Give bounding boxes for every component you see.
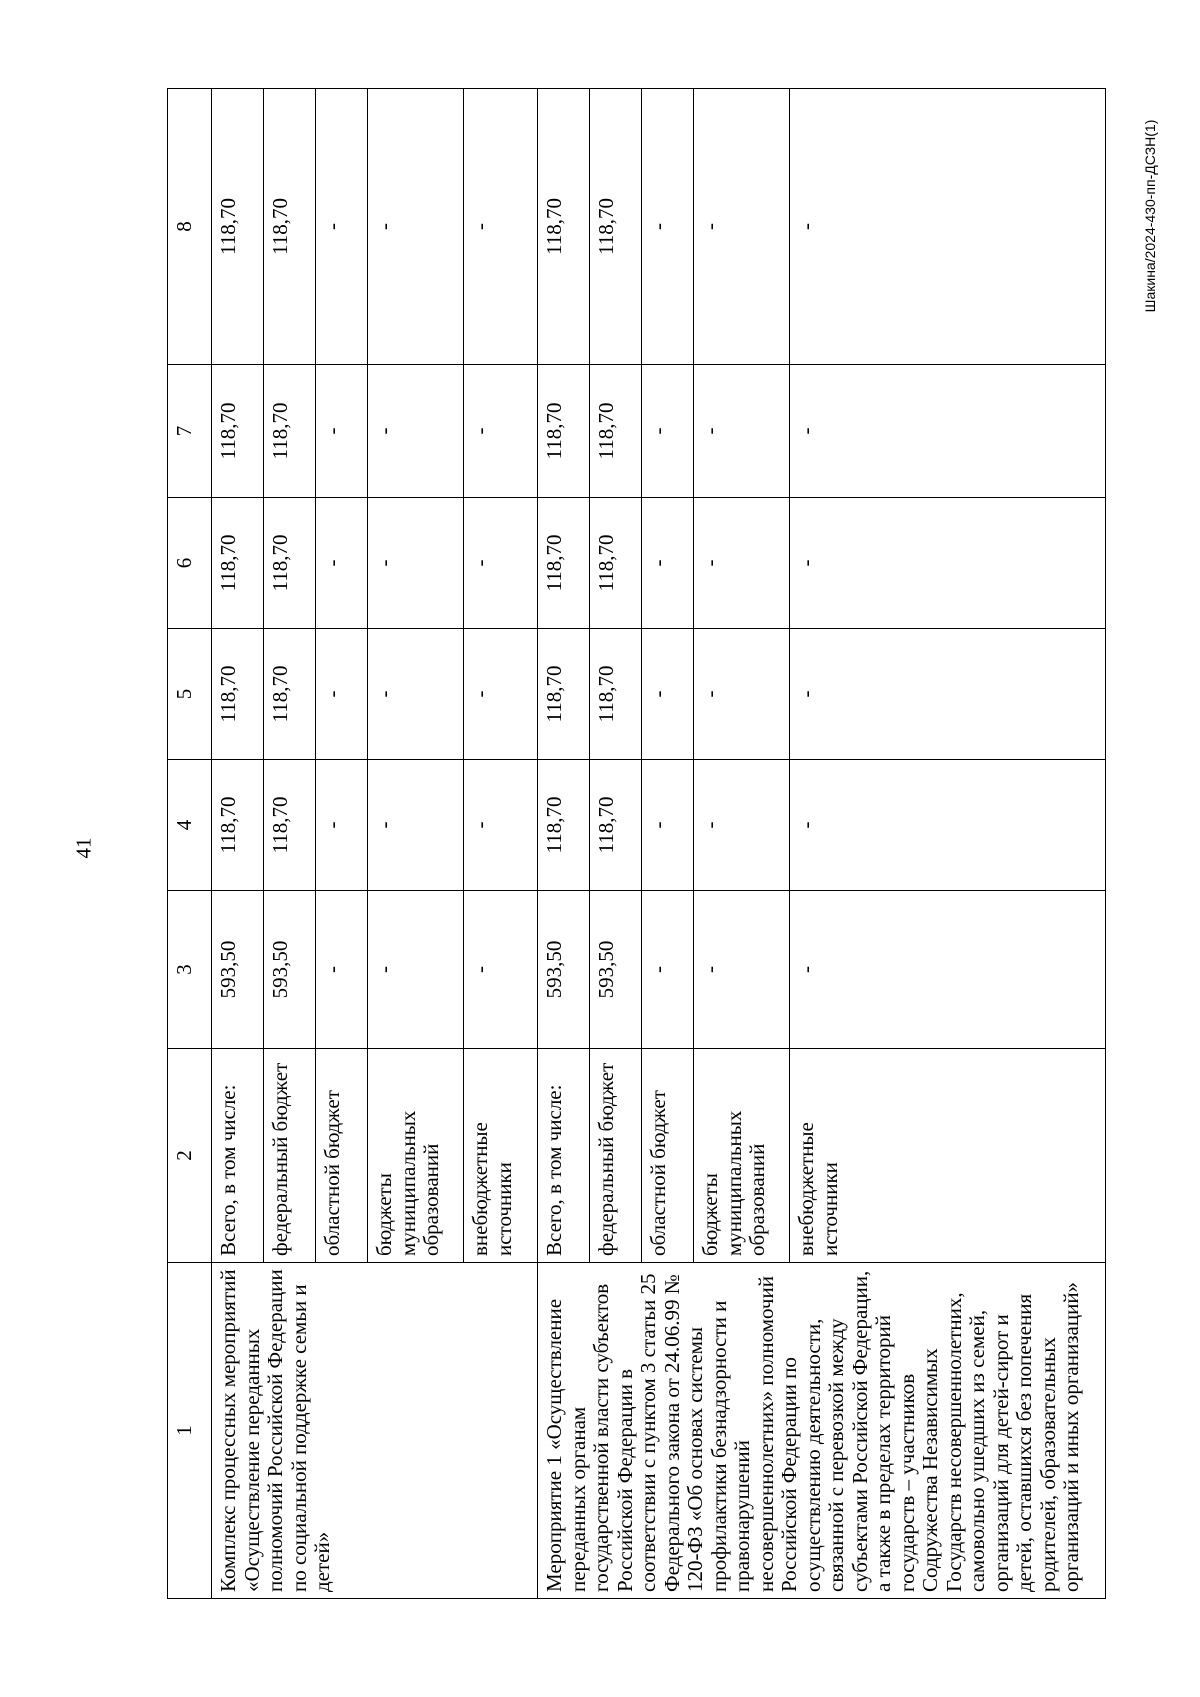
value-cell: -: [694, 760, 790, 891]
value-cell: -: [368, 365, 464, 498]
value-cell: -: [642, 891, 694, 1049]
value-cell: 118,70: [264, 760, 316, 891]
header-cell-4: 4: [168, 760, 212, 891]
value-cell: 118,70: [538, 498, 590, 629]
value-cell: -: [368, 629, 464, 760]
header-row: [168, 89, 212, 1599]
value-cell: -: [790, 498, 1106, 629]
value-cell: -: [694, 89, 790, 365]
value-cell: 118,70: [538, 760, 590, 891]
value-cell: -: [642, 760, 694, 891]
header-cell-3: 3: [168, 891, 212, 1049]
value-cell: 593,50: [590, 891, 642, 1049]
value-cell: -: [790, 629, 1106, 760]
value-cell: -: [694, 498, 790, 629]
value-cell: 593,50: [538, 891, 590, 1049]
rotated-table-wrapper: [167, 89, 1105, 1599]
header-cell-7: 7: [168, 365, 212, 498]
header-cell-8: 8: [168, 89, 212, 365]
source-cell: внебюджетные источники: [790, 1049, 1106, 1263]
value-cell: -: [642, 629, 694, 760]
header-cell-6: 6: [168, 498, 212, 629]
source-cell: Всего, в том числе:: [538, 1049, 590, 1263]
value-cell: 118,70: [538, 89, 590, 365]
value-cell: -: [464, 365, 538, 498]
value-cell: 118,70: [264, 89, 316, 365]
value-cell: 593,50: [264, 891, 316, 1049]
value-cell: 118,70: [538, 365, 590, 498]
header-cell-2: 2: [168, 1049, 212, 1263]
value-cell: 118,70: [212, 760, 264, 891]
value-cell: -: [642, 498, 694, 629]
value-cell: -: [464, 629, 538, 760]
source-cell: Всего, в том числе:: [212, 1049, 264, 1263]
value-cell: 593,50: [212, 891, 264, 1049]
value-cell: 118,70: [590, 629, 642, 760]
value-cell: -: [694, 629, 790, 760]
value-cell: -: [464, 498, 538, 629]
value-cell: 118,70: [264, 629, 316, 760]
value-cell: -: [642, 89, 694, 365]
value-cell: -: [790, 89, 1106, 365]
value-cell: -: [694, 365, 790, 498]
value-cell: 118,70: [264, 498, 316, 629]
value-cell: -: [694, 891, 790, 1049]
value-cell: -: [316, 89, 368, 365]
value-cell: -: [368, 891, 464, 1049]
value-cell: 118,70: [212, 89, 264, 365]
value-cell: -: [316, 891, 368, 1049]
measure-description: Мероприятие 1 «Осуществление переданных органам государственной власти субъектов Российской Федерации в соответствии с пунктом 3 статьи 25 Федерального закона от 24.06.99 № 120-ФЗ «Об основах системы профилактики безнадзорности и правонарушений несовершеннолетних» полномочий Российской Федерации по осуществлению деятельности, связанной с перевозкой между субъектами Российской Федерации, а также в пределах территорий государств – участников Содружества Независимых Государств несовершеннолетних, самовольно ушедших из семей, организаций для детей-сирот и детей, оставшихся без попечения родителей, образовательных организаций и иных организаций»: [538, 1263, 1106, 1599]
source-cell: федеральный бюджет: [590, 1049, 642, 1263]
value-cell: 118,70: [212, 365, 264, 498]
value-cell: -: [368, 89, 464, 365]
value-cell: 118,70: [538, 629, 590, 760]
value-cell: -: [316, 760, 368, 891]
source-cell: областной бюджет: [642, 1049, 694, 1263]
value-cell: -: [316, 498, 368, 629]
header-cell-1: 1: [168, 1263, 212, 1599]
source-cell: областной бюджет: [316, 1049, 368, 1263]
value-cell: -: [790, 891, 1106, 1049]
value-cell: 118,70: [590, 760, 642, 891]
value-cell: -: [464, 89, 538, 365]
value-cell: 118,70: [590, 365, 642, 498]
value-cell: -: [790, 760, 1106, 891]
table-row: [538, 89, 590, 1599]
value-cell: -: [642, 365, 694, 498]
document-code: Шакина/2024-430-пп-ДСЗН(1): [1142, 119, 1158, 313]
value-cell: -: [316, 365, 368, 498]
source-cell: бюджеты муниципальных образований: [368, 1049, 464, 1263]
complex-description: Комплекс процессных мероприятий «Осуществление переданных полномочий Российской Федерации по социальной поддержке семьи и детей»: [212, 1263, 538, 1599]
value-cell: -: [464, 891, 538, 1049]
value-cell: 118,70: [590, 498, 642, 629]
funding-table: [167, 88, 1106, 1599]
header-cell-5: 5: [168, 629, 212, 760]
value-cell: 118,70: [590, 89, 642, 365]
source-cell: бюджеты муниципальных образований: [694, 1049, 790, 1263]
source-cell: федеральный бюджет: [264, 1049, 316, 1263]
value-cell: 118,70: [212, 498, 264, 629]
value-cell: -: [790, 365, 1106, 498]
source-cell: внебюджетные источники: [464, 1049, 538, 1263]
page-number: 41: [71, 837, 96, 859]
value-cell: -: [316, 629, 368, 760]
value-cell: 118,70: [264, 365, 316, 498]
value-cell: -: [464, 760, 538, 891]
value-cell: 118,70: [212, 629, 264, 760]
table-row: [212, 89, 264, 1599]
value-cell: -: [368, 760, 464, 891]
value-cell: -: [368, 498, 464, 629]
